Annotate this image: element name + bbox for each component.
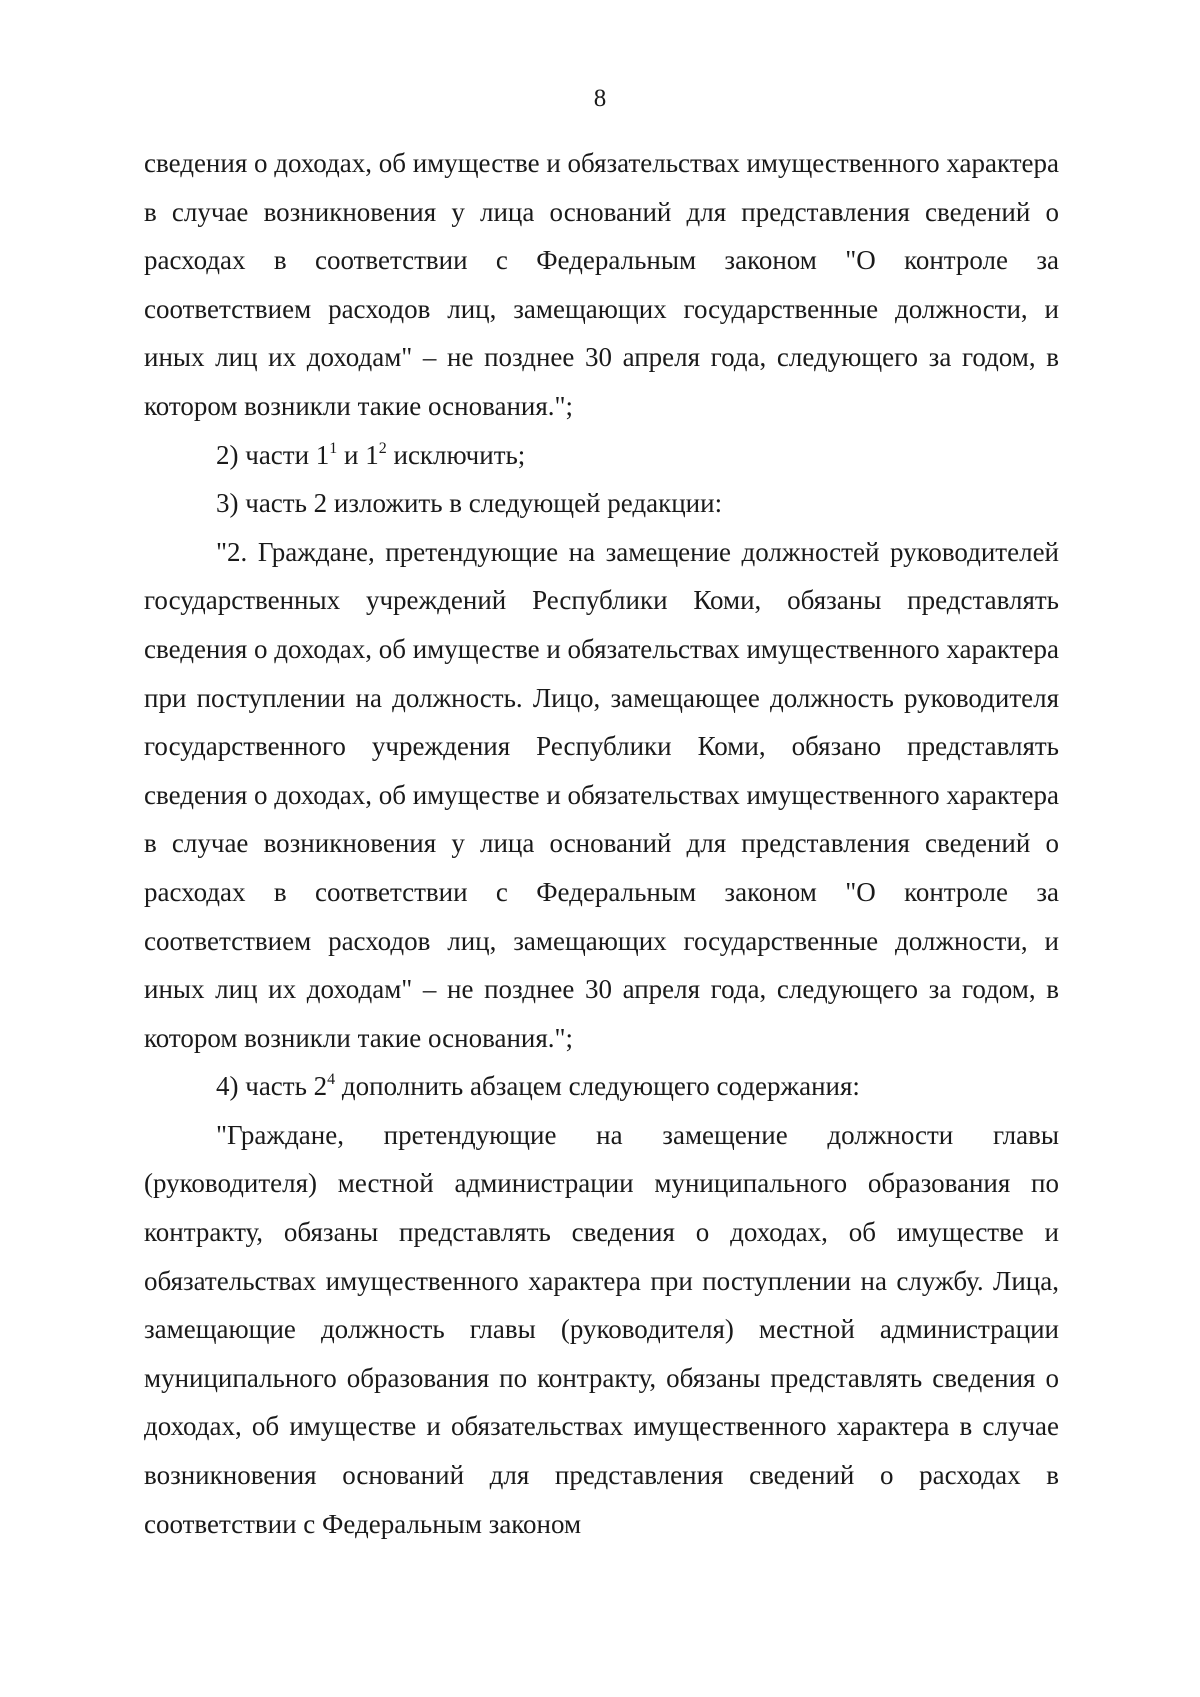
item-2-superscript-1: 1 <box>329 439 338 457</box>
item-2-text-a: 2) части 1 <box>216 439 330 470</box>
paragraph-new-abzac: "Граждане, претендующие на замещение должности главы (руководителя) местной администрации муниципального образования по контракту, обязаны представлять сведения о доходах, об имуществе и обязательствах имущественного характера при поступлении на службу. Лица, замещающие должность главы (руководителя) местной администрации муниципального образования по контракту, обязаны представлять сведения о доходах, об имуществе и обязательствах имущественного характера в случае возникновения оснований для представления сведений о расходах в соответствии с Федеральным законом <box>144 1119 1059 1539</box>
item-4-text-b: дополнить абзацем следующего содержания: <box>335 1071 860 1102</box>
item-2-text-b: и 1 <box>337 439 379 470</box>
page-number: 8 <box>593 85 607 112</box>
paragraph-part-2-text: "2. Граждане, претендующие на замещение должностей руководителей государственных учреждений Республики Коми, обязаны представлять сведения о доходах, об имуществе и обязательствах имущественного характера при поступлении на должность. Лицо, замещающее должность руководителя государственного учреждения Республики Коми, обязано представлять сведения о доходах, об имуществе и обязательствах имущественного характера в случае возникновения у лица оснований для представления сведений о расходах в соответствии с Федеральным законом "О контроле за соответствием расходов лиц, замещающих государственные должности, и иных лиц их доходам" – не позднее 30 апреля года, следующего за годом, в котором возникли такие основания."; <box>144 536 1059 1053</box>
item-4-text-a: 4) часть 2 <box>216 1071 328 1102</box>
document-body <box>144 139 1059 1548</box>
paragraph-continuation: сведения о доходах, об имуществе и обязательствах имущественного характера в случае возникновения у лица оснований для представления сведений о расходах в соответствии с Федеральным законом "О контроле за соответствием расходов лиц, замещающих государственные должности, и иных лиц их доходам" – не позднее 30 апреля года, следующего за годом, в котором возникли такие основания."; <box>144 148 1059 421</box>
item-2-text-c: исключить; <box>386 439 526 470</box>
item-4-superscript: 4 <box>327 1071 336 1089</box>
item-2-superscript-2: 2 <box>378 439 387 457</box>
paragraph-item-2 <box>144 431 1059 480</box>
paragraph-item-3: 3) часть 2 изложить в следующей редакции: <box>216 488 723 519</box>
paragraph-item-4 <box>144 1062 1059 1111</box>
